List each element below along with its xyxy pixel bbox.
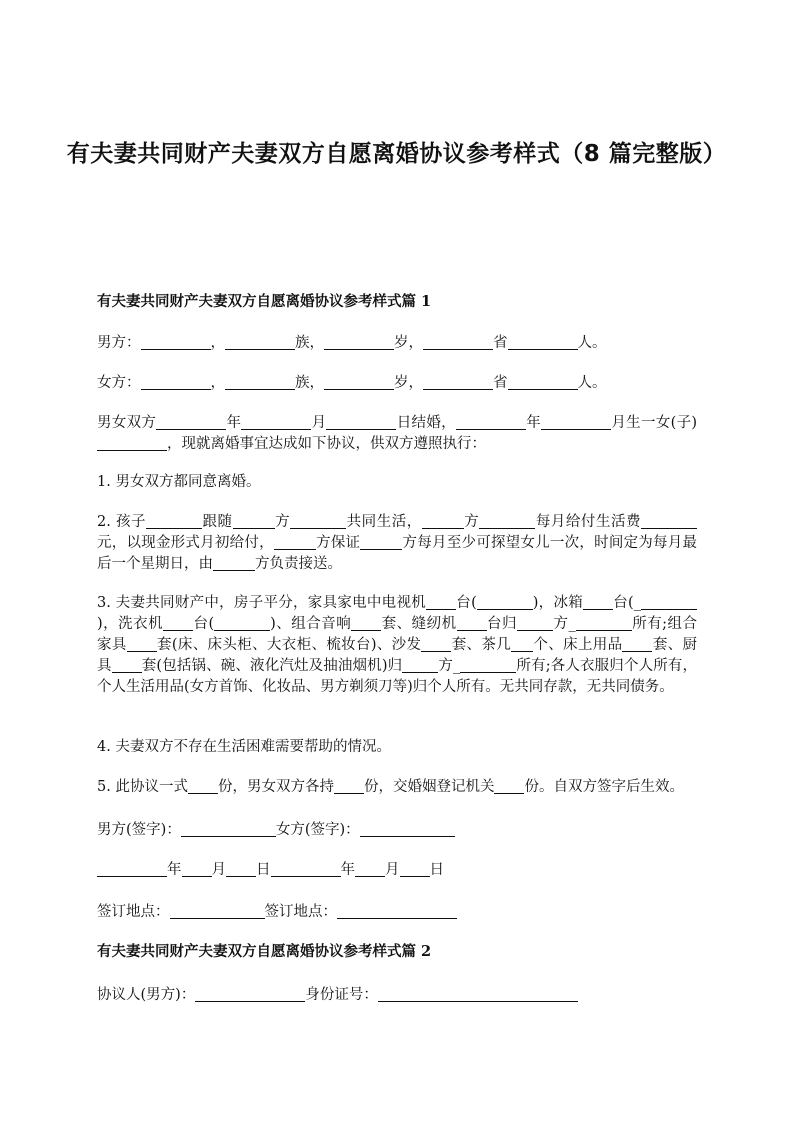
section-heading-1: 有夫妻共同财产夫妻双方自愿离婚协议参考样式篇 1: [97, 293, 432, 310]
blank-field[interactable]: [213, 555, 255, 571]
blank-field[interactable]: [426, 594, 456, 610]
blank-field[interactable]: [337, 903, 457, 919]
male-signature-field[interactable]: [181, 821, 276, 837]
blank-field[interactable]: [508, 374, 578, 390]
blank-field[interactable]: [541, 414, 611, 430]
section-heading-2: 有夫妻共同财产夫妻双方自愿离婚协议参考样式篇 2: [97, 943, 432, 960]
blank-field[interactable]: [112, 657, 142, 673]
blank-field[interactable]: [156, 414, 226, 430]
blank-field[interactable]: [351, 615, 381, 631]
blank-field[interactable]: [511, 636, 533, 652]
blank-field[interactable]: [576, 615, 632, 631]
blank-field[interactable]: [423, 334, 493, 350]
blank-field[interactable]: [141, 374, 211, 390]
blank-field[interactable]: [127, 636, 157, 652]
marriage-paragraph: 男女双方 年 月 日结婚， 年 月生一女(子)，现就离婚事宜达成如下协议，供双方遵照执行：: [97, 415, 698, 452]
blank-field[interactable]: [457, 615, 487, 631]
blank-field[interactable]: [402, 657, 438, 673]
blank-field[interactable]: [146, 513, 202, 529]
blank-field[interactable]: [517, 615, 553, 631]
blank-field[interactable]: [271, 861, 341, 877]
male-info-line: 男方： ， 族， 岁， 省 人。: [97, 335, 607, 351]
blank-field[interactable]: [233, 513, 275, 529]
blank-field[interactable]: [334, 778, 364, 794]
clause-1: 1. 男女双方都同意离婚。: [97, 474, 261, 490]
female-label: 女方：: [97, 375, 141, 391]
blank-field[interactable]: [214, 615, 270, 631]
blank-field[interactable]: [97, 435, 167, 451]
blank-field[interactable]: [477, 594, 533, 610]
signature-line: 男方(签字)： 女方(签字)：: [97, 820, 697, 841]
blank-field[interactable]: [141, 334, 211, 350]
blank-field[interactable]: [290, 513, 346, 529]
id-number-field[interactable]: [378, 986, 578, 1002]
blank-field[interactable]: [324, 374, 394, 390]
female-info-line: 女方： ， 族， 岁， 省 人。: [97, 375, 607, 391]
signing-place-line: 签订地点： 签订地点：: [97, 902, 697, 923]
blank-field[interactable]: [274, 534, 316, 550]
blank-field[interactable]: [421, 636, 451, 652]
clause-2: 2. 孩子 跟随 方 共同生活， 方 每月给付生活费元，以现金形式月初给付， 方保证 方每月至少可探望女儿一次，时间定为每月最后一个星期日，由 方负责接送。: [97, 514, 698, 572]
clause-3: 3. 夫妻共同财产中，房子平分，家具家电中电视机 台( )，冰箱 台(_)，洗衣机 台( )、组合音响 套、缝纫机 台归 方_ 所有;组合家具 套(床、床头柜、大衣柜、梳妆台)、沙发 套、茶几 个、床上用品 套、厨具 套(包括锅、碗、液化汽灶及抽油烟机)归 方_ 所有;各人衣服归个人所有，个人生活用品(女方首饰、化妆品、男方剃须刀等)归个人所有。无共同存款，无共同债务。: [97, 595, 698, 695]
blank-field[interactable]: [494, 778, 524, 794]
blank-field[interactable]: [188, 778, 218, 794]
blank-field[interactable]: [508, 334, 578, 350]
female-signature-field[interactable]: [360, 821, 455, 837]
party-line: 协议人(男方)： 身份证号：: [97, 985, 697, 1006]
male-label: 男方：: [97, 335, 141, 351]
document-title: 有夫妻共同财产夫妻双方自愿离婚协议参考样式（8 篇完整版）: [66, 141, 727, 167]
blank-field[interactable]: [479, 513, 535, 529]
blank-field[interactable]: [583, 594, 613, 610]
blank-field[interactable]: [422, 513, 464, 529]
blank-field[interactable]: [326, 414, 396, 430]
blank-field[interactable]: [641, 594, 697, 610]
blank-field[interactable]: [400, 861, 430, 877]
blank-field[interactable]: [241, 414, 311, 430]
blank-field[interactable]: [170, 903, 265, 919]
blank-field[interactable]: [225, 334, 295, 350]
blank-field[interactable]: [97, 861, 167, 877]
clause-4: 4. 夫妻双方不存在生活困难需要帮助的情况。: [97, 739, 391, 755]
blank-field[interactable]: [641, 513, 697, 529]
blank-field[interactable]: [163, 615, 193, 631]
blank-field[interactable]: [182, 861, 212, 877]
clause-5: 5. 此协议一式 份，男女双方各持 份，交婚姻登记机关 份。自双方签字后生效。: [97, 779, 684, 795]
blank-field[interactable]: [324, 334, 394, 350]
blank-field[interactable]: [622, 636, 652, 652]
blank-field[interactable]: [423, 374, 493, 390]
blank-field[interactable]: [225, 374, 295, 390]
blank-field[interactable]: [195, 986, 305, 1002]
blank-field[interactable]: [355, 861, 385, 877]
blank-field[interactable]: [226, 861, 256, 877]
blank-field[interactable]: [360, 534, 402, 550]
blank-field[interactable]: [460, 657, 516, 673]
blank-field[interactable]: [456, 414, 526, 430]
date-line: 年 月 日 年 月 日: [97, 860, 697, 881]
